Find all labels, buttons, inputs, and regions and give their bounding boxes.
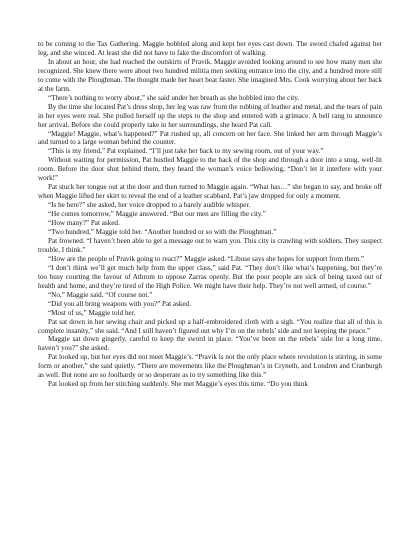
paragraph-2: In about an hour, she had reached the outskirts of Pravik. Maggie avoided looking around to see how many men she recognized. She knew there were about two hundred militia men seeking entrance into the city, and a hundred more still to come with the Ploughman. The thought made her heart beat faster. She imagined Mrs. Cook worrying about her back at the farm. (38, 57, 382, 93)
paragraph-20: Maggie sat down gingerly, careful to keep the sword in place. “You’ve been on the rebels’ side for a long time, haven’t you?” she asked. (38, 335, 382, 353)
paragraph-3: “There’s nothing to worry about,” she said under her breath as she hobbled into the city. (48, 93, 300, 102)
paragraph-21: Pat looked up, but her eyes did not meet Maggie’s. “Pravik is not the only place where revolution is stirring, in some form or another,” she said quietly. “There are movements like the Ploughman’s in Cryneth, and Londren and Cranburgh as well. But none are so foolhardy or so desperate as to try something like this.” (38, 353, 382, 380)
document-page (38, 40, 382, 389)
paragraph-4: By the time she located Pat’s dress shop, her leg was raw from the rubbing of leather and metal, and the tears of pain in her eyes were real. She pulled herself up the steps to the shop and entered with a grimace. A bell rang to announce her arrival. Before she could properly take in her surroundings, she heard Pat call. (38, 102, 382, 129)
paragraph-8: Pat stuck her tongue out at the door and then turned to Maggie again. “What has…” she began to say, and broke off when Maggie lifted her skirt to reveal the end of a leather scabbard. Pat’s jaw dropped for only a moment. (38, 183, 382, 201)
paragraph-5: “Maggie! Maggie, what’s happened?” Pat rushed up, all concern on her face. She linked her arm through Maggie’s and turned to a large woman behind the counter. (38, 129, 382, 147)
paragraph-9: “Is he here?” she asked, her voice dropped to a barely audible whisper. (48, 201, 251, 210)
paragraph-10: “He comes tomorrow,” Maggie answered. “But our men are filling the city.” (48, 210, 266, 219)
paragraph-14: “How are the people of Pravik going to react?” Maggie asked. “Libuse says she hopes for support from them.” (48, 254, 365, 263)
paragraph-6: “This is my friend,” Pat explained. “I’ll just take her back to my sewing room, out of your way.” (48, 147, 324, 156)
paragraph-16: “No,” Maggie said. “Of course not.” (48, 290, 153, 299)
paragraph-18: “Most of us,” Maggie told her. (48, 308, 136, 317)
paragraph-13: Pat frowned. “I haven’t been able to get a message out to warn you. This city is crawling with soldiers. They suspect trouble, I think.” (38, 236, 382, 254)
paragraph-11: “How many?” Pat asked. (48, 219, 120, 228)
paragraph-22: Pat looked up from her stitching suddenly. She met Maggie’s eyes this time. “Do you think (48, 380, 308, 389)
paragraph-19: Pat sat down in her sewing chair and picked up a half-embroidered cloth with a sigh. “You realize that all of this is complete insanity,” she said. “And I still haven’t figured out why I’m on the rebels’ side and not keeping the peace.” (38, 317, 382, 335)
paragraph-7: Without waiting for permission, Pat hustled Maggie to the back of the shop and through a door into a snug, well-lit room. Before the door shut behind them, they heard the woman’s voice bellowing, “Don’t let it interfere with your work!” (38, 156, 382, 183)
paragraph-15: “I don’t think we’ll get much help from the upper class,” said Pat. “They don’t like what’s happening, but they’re too busy courting the favour of Athrom to oppose Zarras openly. But the poor people are sick of being taxed out of health and home, and they’re tired of the High Police. We might have their help. They’re not well armed, of course.” (38, 263, 382, 290)
paragraph-12: “Two hundred,” Maggie told her. “Another hundred or so with the Ploughman.” (48, 228, 277, 237)
paragraph-1: to be coming to the Tax Gathering. Maggie hobbled along and kept her eyes cast down. The sword chafed against her leg, and she winced. At least she did not have to fake the discomfort of walking. (38, 40, 382, 57)
paragraph-17: “Did you all bring weapons with you?” Pat asked. (48, 299, 191, 308)
